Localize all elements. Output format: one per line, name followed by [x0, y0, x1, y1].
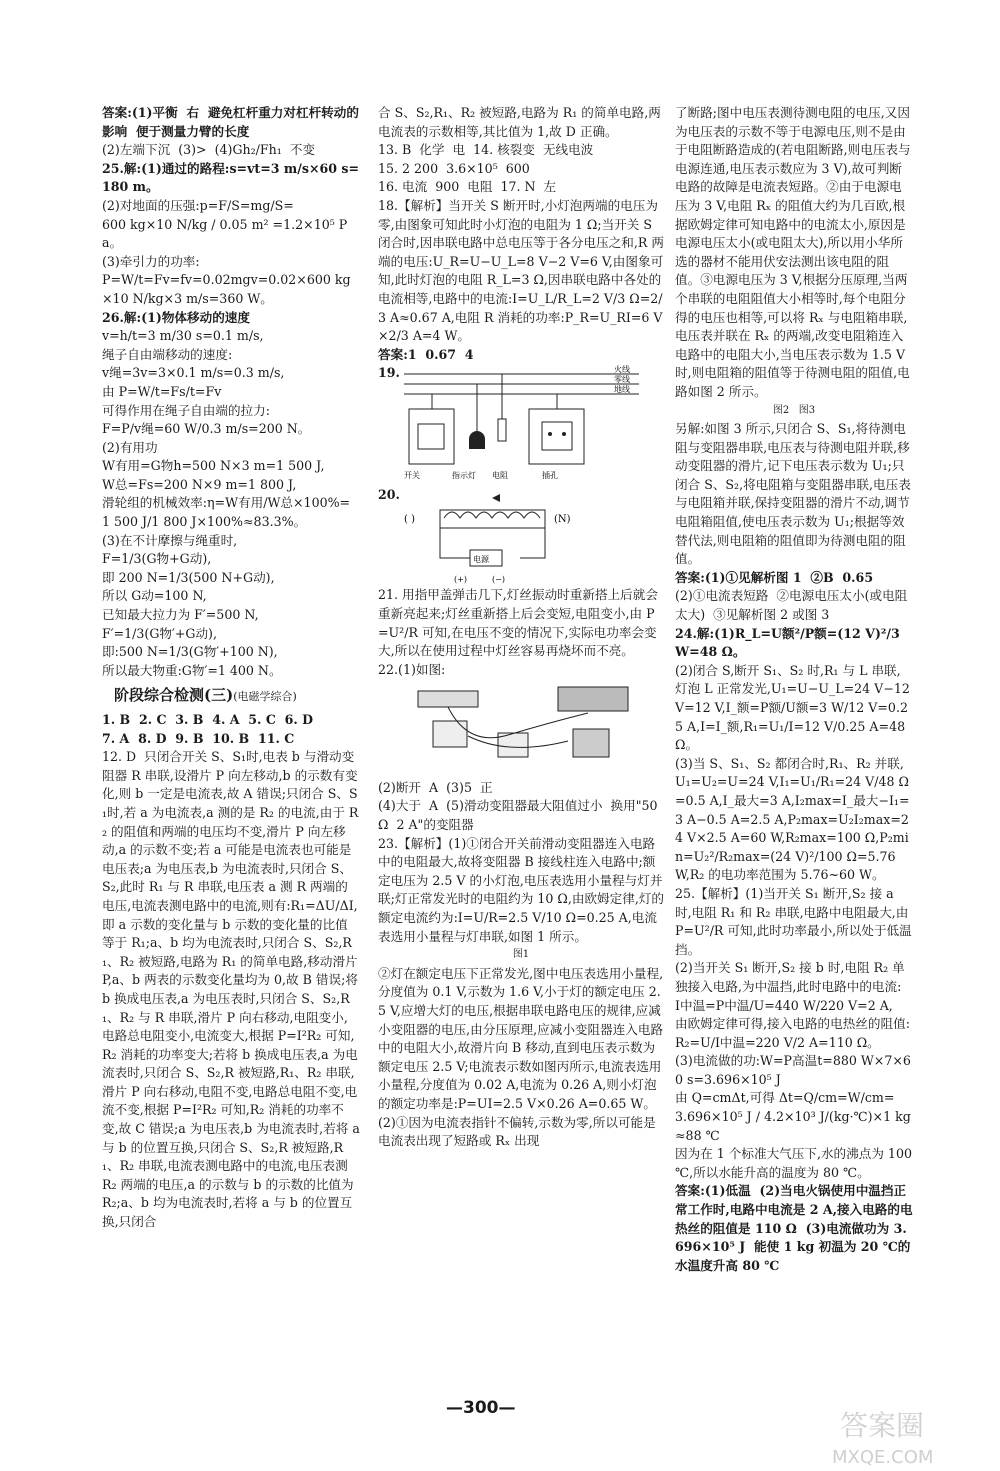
text-line: (2)闭合 S,断开 S₁、S₂ 时,R₁ 与 L 串联,灯泡 L 正常发光,U₁=U−U_L=24 V−12 V=12 V,I_额=P额/U额=3 W/12 V=0.25 A,I=I_额,R₁=U₁/I=12 V/0.25 A=48 Ω。	[675, 662, 914, 753]
text-line: 由欧姆定律可得,接入电路的电热丝的阻值:R₂=U/I中温=220 V/2 A=110 Ω。	[675, 1016, 910, 1050]
figure-19: 19. 火线 零线 地线 开关 指示灯 电阻 插孔	[378, 364, 664, 482]
column-left-text	[102, 104, 360, 680]
text-line: 因为在 1 个标准大气压下,水的沸点为 100 ℃,所以水能升高的温度为 80 ℃。	[675, 1146, 916, 1180]
text-line: 绳子自由端移动的速度:	[102, 346, 233, 362]
page-number: —300—	[446, 1398, 516, 1418]
figure-label: 电阻	[492, 471, 508, 481]
figure-20: 20. ( ) (N) 电源 (+) (−)	[378, 486, 664, 586]
text-line: 滑轮组的机械效率:η=W有用/W总×100%=	[102, 495, 351, 511]
experiment-apparatus-figure	[408, 681, 648, 771]
text-line: I中温=P中温/U=440 W/220 V=2 A,	[675, 997, 893, 1013]
column-left	[102, 104, 364, 1232]
electromagnet-diagram	[404, 490, 624, 590]
text-line: 可得作用在绳子自由端的拉力:	[102, 402, 270, 418]
text-line: 另解:如图 3 所示,只闭合 S、S₁,将待测电阻与变阻器串联,电压表与待测电阻并联,移动变阻器的滑片,记下电压表示数为 U₁;只闭合 S、S₂,将电阻箱与变阻器串联,电压表与电阻箱并联,保持变阻器的滑片不动,调节电阻箱阻值,使电压表示数为 U₁;根据等效替代法,则电阻箱的阻值即为待测电阻的阻值。	[675, 421, 911, 567]
watermark-logo	[812, 1405, 992, 1467]
text-line: 13. B 化学 电 14. 核裂变 无线电波	[378, 142, 594, 158]
text-line: 26.解:(1)物体移动的速度	[102, 309, 250, 325]
text-line: 答案:(1)平衡 右 避免杠杆重力对杠杆转动的影响 便于测量力臂的长度	[102, 105, 359, 139]
text-line: 答案:1 0.67 4	[378, 346, 474, 362]
text-line: (2)断开 A (3)5 正	[378, 779, 493, 795]
text-line: (2)对地面的压强:p=F/S=mg/S=	[102, 197, 294, 213]
text-line: 由 Q=cmΔt,可得 Δt=Q/cm=W/cm=	[675, 1090, 895, 1106]
text-line: ②灯在额定电压下正常发光,图中电压表选用小量程,分度值为 0.1 V,示数为 1.6 V,小于灯的额定电压 2.5 V,应增大灯的电压,根据串联电路电压的规律,应减小变阻器的电压,由分压原理,应减小变阻器连入电路中的电阻大小,故滑片向 B 移动,直到电压表示数为额定电压 2.5 V;电流表示数如图丙所示,电流表选用小量程,分度值为 0.02 A,电流为 0.26 A,则小灯泡的额定功率是:P=UI=2.5 V×0.26 A=0.65 W。	[378, 965, 664, 1111]
text-line: W有用=G物h=500 N×3 m=1 500 J,	[102, 458, 325, 474]
text-line: v=h/t=3 m/30 s=0.1 m/s,	[102, 328, 264, 344]
text-line: 答案:(1)低温 (2)当电火锅使用中温挡正常工作时,电路中电流是 2 A,接入电路的电热丝的阻值是 110 Ω (3)电流做功为 3.696×10⁵ J 能使 1 kg 初温为 20 ℃的水温度升高 80 ℃	[675, 1183, 913, 1273]
text-line: 所以最大物重:G物′=1 400 N。	[102, 662, 282, 678]
text-line: (3)在不计摩擦与绳重时,	[102, 532, 238, 548]
answer-key	[102, 711, 360, 748]
svg-text:MXQE.COM: MXQE.COM	[832, 1447, 934, 1467]
text-line: (3)电流做的功:W=P高温t=880 W×7×60 s=3.696×10⁵ J	[675, 1053, 911, 1087]
svg-text:(−): (−)	[492, 575, 505, 585]
answer-row: 7. A 8. D 9. B 10. B 11. C	[102, 730, 295, 746]
text-line: 600 kg×10 N/kg / 0.05 m² =1.2×10⁵ Pa。	[102, 216, 348, 251]
column-middle-text-3	[378, 779, 664, 1151]
column-right-text	[675, 104, 916, 1275]
text-line: 图2 图3	[772, 404, 816, 416]
column-middle	[378, 104, 664, 1151]
figure-label: 零线	[614, 375, 630, 385]
section-title: 阶段综合检测(三)(电磁学综合)	[114, 686, 297, 705]
text-line: 了断路;图中电压表测待测电阻的电压,又因为电压表的示数不等于电源电压,则不是由于电阻断路造成的(若电阻断路,则电压表与电源连通,电压表示数应为 3 V),故可判断电路的故障是电流表短路。②由于电源电压为 3 V,电阻 Rₓ 的阻值大约为几百欧,根据欧姆定律可知电路中的电流太小,原因是电源电压太小(或电阻太大),所以用小华所选的器材不能用伏安法测出该电阻的阻值。③电源电压为 3 V,根据分压原理,当两个串联的电阻阻值大小相等时,每个电阻分得的电压也相等,可以将 Rₓ 与电阻箱串联,电压表并联在 Rₓ 的两端,改变电阻箱连入电路中的电阻大小,当电压表示数为 1.5 V 时,则电阻箱的阻值等于待测电阻的阻值,电路如图 2 所示。	[675, 105, 911, 399]
text-line: (2)①电流表短路 ②电源电压太小(或电阻太大) ③见解析图 2 或图 3	[675, 588, 908, 623]
text-line: (2)当开关 S₁ 断开,S₂ 接 b 时,电阻 R₂ 单独接入电路,为中温挡,此时电路中的电流:	[675, 960, 905, 994]
text-line: 3.696×10⁵ J / 4.2×10³ J/(kg·℃)×1 kg ≈88 ℃	[675, 1109, 915, 1143]
text-line: 即:500 N=1/3(G物′+100 N),	[102, 644, 278, 660]
figure-label: 开关	[404, 471, 420, 481]
text-line: (3)当 S、S₁、S₂ 都闭合时,R₁、R₂ 并联,U₁=U₂=U=24 V,I₁=U₁/R₁=24 V/48 Ω=0.5 A,I_最大=3 A,I₂max=I_最大−I₁=3 A−0.5 A=2.5 A,P₂max=U₂I₂max=24 V×2.5 A=60 W,R₂max=100 Ω,P₂min=U₂²/R₂max=(24 V)²/100 Ω=5.76 W,R₂ 的电功率范围为 5.76~60 W。	[675, 755, 910, 883]
text-line: 所以 G动=100 N,	[102, 588, 207, 604]
text-line: 答案:(1)①见解析图 1 ②B 0.65	[675, 569, 874, 585]
text-line: (2)左端下沉 (3)> (4)Gh₂/Fh₁ 不变	[102, 142, 316, 158]
circuit-household-diagram	[404, 364, 654, 482]
text-line: (4)大于 A (5)滑动变阻器最大阻值过小 换用"50 Ω 2 A"的变阻器	[378, 798, 662, 833]
column-right	[675, 104, 916, 1275]
text-line: 24.解:(1)R_L=U额²/P额=(12 V)²/3 W=48 Ω。	[675, 625, 905, 660]
svg-text:(N): (N)	[554, 514, 571, 526]
question-12-explanation	[102, 748, 364, 1231]
text-line: 已知最大拉力为 F′=500 N,	[102, 607, 259, 623]
column-middle-text	[378, 104, 664, 364]
text-line: 即 200 N=1/3(500 N+G动),	[102, 569, 275, 585]
svg-text:(+): (+)	[454, 575, 467, 585]
text-line: (2)①因为电流表指针不偏转,示数为零,所以可能是电流表出现了短路或 Rₓ 出现	[378, 1114, 656, 1149]
figure-label: 指示灯	[452, 471, 476, 481]
text-line: 16. 电流 900 电阻 17. N 左	[378, 179, 557, 195]
text-line: 21. 用指甲盖弹击几下,灯丝振动时重新搭上后就会重新亮起来;灯丝重新搭上后会变短,电阻变小,由 P=U²/R 可知,在电压不变的情况下,实际电功率会变大,所以在使用过程中灯丝容易再烧坏而不亮。	[378, 587, 658, 659]
text-line: 12. D 只闭合开关 S、S₁时,电表 b 与滑动变阻器 R 串联,设滑片 P 向左移动,b 的示数有变化,则 b 一定是电流表,故 A 错误;只闭合 S、S₁时,若 a 为电流表,a 测的是 R₂ 的电流,由于 R₂ 的阻值和两端的电压均不变,滑片 P 向左移动,a 的示数不变;若 a 可能是电流表也可能是电压表;a 为电压表,b 为电流表时,只闭合 S、S₂,此时 R₁ 与 R 串联,电压表 a 测 R 两端的电压,电流表测电路中的电流,则有:R₁=ΔU/ΔI,即 a 示数的变化量与 b 示数的变化量的比值等于 R₁;a、b 均为电流表时,只闭合 S、S₂,R₁、R₂ 被短路,电路为 R₁ 的简单电路,移动滑片 P,a、b 两表的示数变化量均为 0,故 B 错误;将 b 换成电压表,a 为电压表时,只闭合 S、S₂,R₁、R₂ 与 R 串联,滑片 P 向右移动,电阻变小,电路总电阻变小,电流变大,根据 P=I²R₂ 可知,R₂ 消耗的功率变大;若将 b 换成电压表,a 为电流表时,只闭合 S、S₂,R 被短路,R₁、R₂ 串联,滑片 P 向右移动,电阻不变,电路总电阻不变,电流不变,根据 P=I²R₂ 可知,R₂ 消耗的功率不变,故 C 错误;a 为电压表,b 为电流表时,若将 a 与 b 的位置互换,只闭合 S、S₂,R 被短路,R₁、R₂ 串联,电流表测电路中的电流,电压表测 R₂ 两端的电压,a 的示数与 b 的示数的比值为 R₂;a、b 均为电流表时,若将 a 与 b 的位置互换,只闭合	[102, 749, 364, 1230]
text-line: W总=Fs=200 N×9 m=1 800 J,	[102, 476, 297, 492]
text-line: 25.解:(1)通过的路程:s=vt=3 m/s×60 s=180 m。	[102, 160, 360, 195]
figure-label: 火线	[614, 365, 630, 375]
svg-text:答案圈: 答案圈	[840, 1409, 925, 1442]
text-line: 图1	[512, 949, 530, 961]
figure-label: 地线	[614, 385, 630, 395]
text-line: P=W/t=Fv=fv=0.02mgv=0.02×600 kg×10 N/kg×3 m/s=360 W。	[102, 272, 351, 306]
svg-text:电源: 电源	[473, 555, 489, 565]
text-line: F=P/v绳=60 W/0.3 m/s=200 N。	[102, 421, 311, 437]
text-line: 1 500 J/1 800 J×100%≈83.3%。	[102, 514, 307, 530]
text-line: 23.【解析】(1)①闭合开关前滑动变阻器连入电路中的电阻最大,故将变阻器 B 接线柱连入电路中;额定电压为 2.5 V 的小灯泡,电压表选用小量程与灯并联;灯正常发光时的电阻约为 10 Ω,由欧姆定律,灯的额定电流约为:I=U/R=2.5 V/10 Ω=0.25 A,电流表选用小量程与灯串联,如图 1 所示。	[378, 835, 665, 944]
text-line: F′=1/3(G物′+G动),	[102, 625, 217, 641]
text-line: 22.(1)如图:	[378, 661, 446, 677]
figure-label: 插孔	[542, 471, 558, 481]
svg-text:( ): ( )	[404, 514, 415, 526]
text-line: v绳=3v=3×0.1 m/s=0.3 m/s,	[102, 365, 285, 381]
text-line: 合 S、S₂,R₁、R₂ 被短路,电路为 R₁ 的简单电路,两电流表的示数相等,其比值为 1,故 D 正确。	[378, 105, 661, 139]
text-line: (2)有用功	[102, 439, 158, 455]
text-line: 18.【解析】当开关 S 断开时,小灯泡两端的电压为零,由图象可知此时小灯泡的电阻为 1 Ω;当开关 S 闭合时,因串联电路中总电压等于各分电压之和,R 两端的电压:U_R=U−U_L=8 V−2 V=6 V,由图象可知,此时灯泡的电阻 R_L=3 Ω,因串联电路中各处的电流相等,电路中的电流:I=U_L/R_L=2 V/3 Ω=2/3 A≈0.67 A,电阻 R 消耗的功率:P_R=U_RI=6 V×2/3 A=4 W。	[378, 197, 664, 344]
answer-row: 1. B 2. C 3. B 4. A 5. C 6. D	[102, 712, 314, 727]
text-line: 由 P=W/t=Fs/t=Fv	[102, 383, 222, 399]
text-line: F=1/3(G物+G动),	[102, 551, 212, 567]
text-line: 25.【解析】(1)当开关 S₁ 断开,S₂ 接 a 时,电阻 R₁ 和 R₂ 串联,电路中电阻最大,由 P=U²/R 可知,此时功率最小,所以处于低温挡。	[675, 885, 913, 957]
text-line: 15. 2 200 3.6×10⁵ 600	[378, 160, 530, 176]
column-middle-text-2	[378, 586, 664, 679]
text-line: (3)牵引力的功率:	[102, 253, 200, 269]
